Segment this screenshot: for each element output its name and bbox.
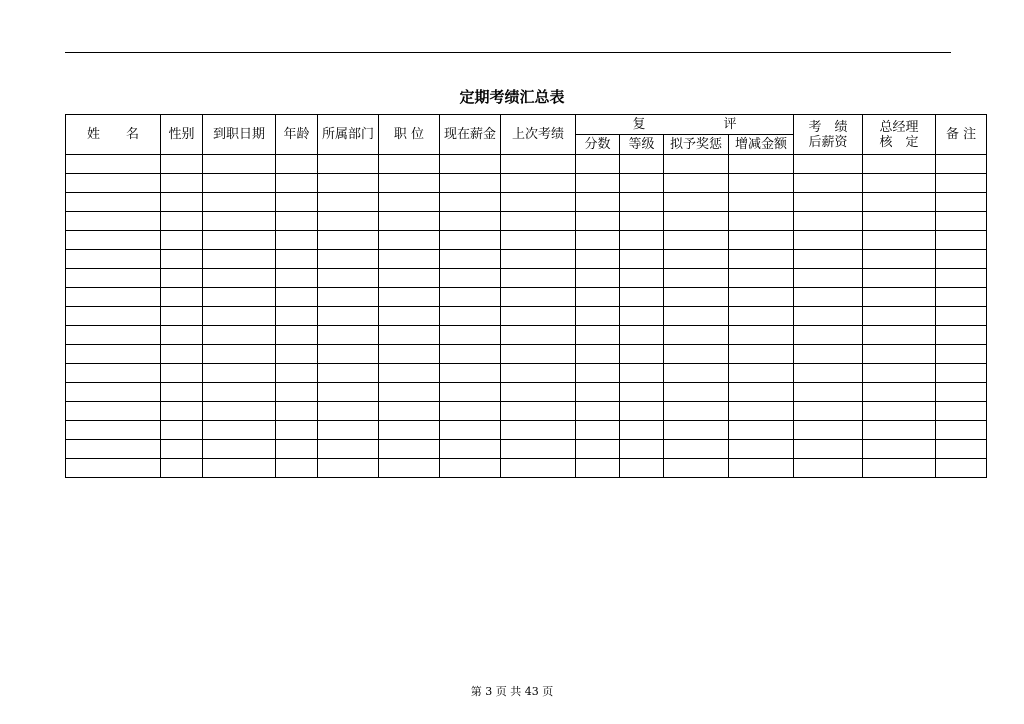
table-cell[interactable] [318,288,379,307]
table-cell[interactable] [276,421,318,440]
table-cell[interactable] [863,193,936,212]
table-cell[interactable] [379,231,440,250]
table-cell[interactable] [729,288,794,307]
table-cell[interactable] [203,421,276,440]
table-cell[interactable] [729,231,794,250]
table-cell[interactable] [276,345,318,364]
table-cell[interactable] [863,383,936,402]
table-cell[interactable] [379,288,440,307]
table-cell[interactable] [576,402,620,421]
table-cell[interactable] [440,459,501,478]
table-cell[interactable] [161,307,203,326]
table-cell[interactable] [729,212,794,231]
table-cell[interactable] [276,383,318,402]
table-cell[interactable] [440,174,501,193]
table-cell[interactable] [620,364,664,383]
table-cell[interactable] [576,459,620,478]
table-cell[interactable] [936,288,987,307]
table-cell[interactable] [863,155,936,174]
form-title: 定期考绩汇总表 [459,88,565,106]
table-cell[interactable] [318,440,379,459]
table-cell[interactable] [794,193,863,212]
table-cell[interactable] [620,440,664,459]
table-cell[interactable] [576,440,620,459]
table-cell[interactable] [276,364,318,383]
table-cell[interactable] [379,193,440,212]
table-row [66,459,987,478]
table-cell[interactable] [161,364,203,383]
table-cell[interactable] [161,212,203,231]
table-cell[interactable] [501,421,576,440]
table-cell[interactable] [501,269,576,288]
table-cell[interactable] [379,421,440,440]
header-review-group: 复 评 [576,115,794,135]
table-cell[interactable] [161,155,203,174]
table-cell[interactable] [379,250,440,269]
table-row [66,383,987,402]
table-cell[interactable] [318,155,379,174]
table-cell[interactable] [379,155,440,174]
table-cell[interactable] [440,364,501,383]
table-cell[interactable] [379,459,440,478]
table-cell[interactable] [318,345,379,364]
table-cell[interactable] [501,250,576,269]
table-cell[interactable] [936,155,987,174]
table-cell[interactable] [794,326,863,345]
table-row [66,269,987,288]
table-cell[interactable] [501,326,576,345]
table-cell[interactable] [664,383,729,402]
table-cell[interactable] [203,155,276,174]
table-cell[interactable] [576,193,620,212]
table-cell[interactable] [440,421,501,440]
table-cell[interactable] [276,288,318,307]
table-cell[interactable] [66,364,161,383]
table-cell[interactable] [863,402,936,421]
header-grade: 等级 [620,135,664,155]
header-hire-date: 到职日期 [203,115,276,155]
table-cell[interactable] [729,364,794,383]
table-cell[interactable] [936,326,987,345]
table-cell[interactable] [203,345,276,364]
table-cell[interactable] [794,288,863,307]
table-cell[interactable] [203,307,276,326]
table-cell[interactable] [66,421,161,440]
table-cell[interactable] [318,269,379,288]
table-cell[interactable] [620,212,664,231]
table-cell[interactable] [66,174,161,193]
table-cell[interactable] [276,269,318,288]
table-cell[interactable] [203,212,276,231]
table-cell[interactable] [276,440,318,459]
table-cell[interactable] [66,212,161,231]
header-post-review-salary-line1: 考 绩 [808,119,848,135]
table-cell[interactable] [664,288,729,307]
table-cell[interactable] [936,307,987,326]
table-cell[interactable] [161,383,203,402]
table-cell[interactable] [203,326,276,345]
table-cell[interactable] [203,174,276,193]
table-cell[interactable] [576,269,620,288]
table-cell[interactable] [440,288,501,307]
table-cell[interactable] [318,402,379,421]
table-cell[interactable] [936,421,987,440]
table-cell[interactable] [318,364,379,383]
table-cell[interactable] [440,326,501,345]
table-row [66,212,987,231]
table-cell[interactable] [620,326,664,345]
table-cell[interactable] [729,440,794,459]
table-cell[interactable] [936,174,987,193]
table-cell[interactable] [664,364,729,383]
table-cell[interactable] [620,421,664,440]
table-cell[interactable] [794,345,863,364]
table-cell[interactable] [576,345,620,364]
table-cell[interactable] [729,193,794,212]
table-cell[interactable] [161,345,203,364]
table-cell[interactable] [318,307,379,326]
table-cell[interactable] [379,440,440,459]
header-position: 职 位 [379,115,440,155]
table-cell[interactable] [440,231,501,250]
table-cell[interactable] [161,250,203,269]
table-cell[interactable] [620,307,664,326]
table-cell[interactable] [664,307,729,326]
table-cell[interactable] [161,421,203,440]
table-cell[interactable] [440,402,501,421]
table-cell[interactable] [620,459,664,478]
table-cell[interactable] [863,326,936,345]
header-remarks: 备 注 [936,115,987,155]
table-cell[interactable] [501,345,576,364]
table-cell[interactable] [501,307,576,326]
table-cell[interactable] [161,402,203,421]
table-cell[interactable] [66,440,161,459]
table-cell[interactable] [66,250,161,269]
table-cell[interactable] [66,459,161,478]
table-cell[interactable] [620,231,664,250]
table-cell[interactable] [276,307,318,326]
table-cell[interactable] [863,212,936,231]
table-cell[interactable] [318,250,379,269]
header-department: 所属部门 [318,115,379,155]
table-cell[interactable] [276,402,318,421]
table-row [66,307,987,326]
table-cell[interactable] [379,364,440,383]
table-cell[interactable] [664,212,729,231]
table-cell[interactable] [729,326,794,345]
table-cell[interactable] [66,288,161,307]
table-cell[interactable] [664,421,729,440]
table-cell[interactable] [863,440,936,459]
table-cell[interactable] [620,155,664,174]
table-cell[interactable] [664,231,729,250]
table-cell[interactable] [276,250,318,269]
table-cell[interactable] [203,250,276,269]
header-age: 年龄 [276,115,318,155]
table-cell[interactable] [501,364,576,383]
table-cell[interactable] [863,459,936,478]
table-cell[interactable] [620,174,664,193]
table-cell[interactable] [161,459,203,478]
table-cell[interactable] [161,326,203,345]
table-cell[interactable] [576,326,620,345]
table-cell[interactable] [318,383,379,402]
header-salary-change: 增减金额 [729,135,794,155]
table-cell[interactable] [501,402,576,421]
table-cell[interactable] [794,459,863,478]
table-cell[interactable] [318,421,379,440]
table-cell[interactable] [794,155,863,174]
header-last-review: 上次考绩 [501,115,576,155]
table-row [66,250,987,269]
table-cell[interactable] [379,269,440,288]
table-row [66,174,987,193]
table-row [66,402,987,421]
table-cell[interactable] [203,364,276,383]
table-cell[interactable] [936,383,987,402]
table-cell[interactable] [936,440,987,459]
table-cell[interactable] [66,326,161,345]
table-cell[interactable] [664,402,729,421]
table-row [66,326,987,345]
table-cell[interactable] [794,174,863,193]
header-gender: 性别 [161,115,203,155]
header-gm-approval-line1: 总经理 [879,119,919,135]
table-cell[interactable] [729,250,794,269]
table-cell[interactable] [203,288,276,307]
table-cell[interactable] [276,326,318,345]
table-cell[interactable] [729,307,794,326]
header-score: 分数 [576,135,620,155]
table-cell[interactable] [620,269,664,288]
table-cell[interactable] [379,174,440,193]
table-cell[interactable] [440,155,501,174]
table-cell[interactable] [664,155,729,174]
table-cell[interactable] [276,174,318,193]
table-cell[interactable] [276,155,318,174]
table-cell[interactable] [203,269,276,288]
table-cell[interactable] [729,269,794,288]
table-cell[interactable] [620,383,664,402]
table-cell[interactable] [729,421,794,440]
table-cell[interactable] [203,459,276,478]
table-cell[interactable] [576,174,620,193]
table-cell[interactable] [729,174,794,193]
table-cell[interactable] [936,364,987,383]
table-cell[interactable] [576,307,620,326]
table-cell[interactable] [501,459,576,478]
table-cell[interactable] [66,402,161,421]
table-cell[interactable] [276,193,318,212]
table-cell[interactable] [863,345,936,364]
table-cell[interactable] [863,269,936,288]
table-cell[interactable] [576,250,620,269]
table-cell[interactable] [863,364,936,383]
table-cell[interactable] [576,212,620,231]
table-cell[interactable] [863,421,936,440]
table-cell[interactable] [318,193,379,212]
performance-summary-table [65,114,987,478]
table-row [66,231,987,250]
table-cell[interactable] [729,345,794,364]
table-cell[interactable] [936,231,987,250]
table-cell[interactable] [576,231,620,250]
table-cell[interactable] [794,250,863,269]
table-row [66,155,987,174]
header-gm-approval-line2: 核 定 [879,134,919,150]
table-cell[interactable] [729,155,794,174]
table-cell[interactable] [936,212,987,231]
table-cell[interactable] [794,364,863,383]
table-cell[interactable] [66,155,161,174]
table-cell[interactable] [379,345,440,364]
table-cell[interactable] [203,231,276,250]
table-cell[interactable] [794,421,863,440]
table-cell[interactable] [729,402,794,421]
table-cell[interactable] [318,326,379,345]
table-cell[interactable] [664,269,729,288]
header-current-salary: 现在薪金 [440,115,501,155]
table-cell[interactable] [501,288,576,307]
table-cell[interactable] [66,269,161,288]
table-cell[interactable] [161,288,203,307]
table-cell[interactable] [729,459,794,478]
table-cell[interactable] [161,231,203,250]
table-cell[interactable] [203,402,276,421]
table-cell[interactable] [318,459,379,478]
table-cell[interactable] [203,383,276,402]
table-cell[interactable] [440,193,501,212]
header-row-1 [66,115,987,135]
table-cell[interactable] [664,459,729,478]
table-cell[interactable] [66,193,161,212]
table-cell[interactable] [501,155,576,174]
header-name: 姓 名 [66,115,161,155]
header-post-review-salary-line2: 后薪资 [808,134,848,150]
table-cell[interactable] [664,345,729,364]
table-cell[interactable] [664,174,729,193]
table-cell[interactable] [863,307,936,326]
table-cell[interactable] [936,402,987,421]
header-reward-penalty: 拟予奖惩 [664,135,729,155]
table-cell[interactable] [620,193,664,212]
table-cell[interactable] [794,231,863,250]
table-cell[interactable] [620,345,664,364]
table-cell[interactable] [576,288,620,307]
page-footer: 第 3 页 共 43 页 [470,685,554,698]
table-cell[interactable] [161,174,203,193]
table-row [66,193,987,212]
table-cell[interactable] [379,212,440,231]
top-rule [65,52,951,53]
table-cell[interactable] [729,383,794,402]
table-cell[interactable] [794,383,863,402]
table-cell[interactable] [66,307,161,326]
table-cell[interactable] [620,402,664,421]
table-cell[interactable] [161,193,203,212]
table-cell[interactable] [863,231,936,250]
table-cell[interactable] [936,459,987,478]
table-cell[interactable] [863,288,936,307]
table-cell[interactable] [936,345,987,364]
table-cell[interactable] [440,440,501,459]
table-cell[interactable] [576,421,620,440]
table-cell[interactable] [936,193,987,212]
table-cell[interactable] [664,440,729,459]
table-cell[interactable] [936,250,987,269]
table-cell[interactable] [620,250,664,269]
table-cell[interactable] [318,231,379,250]
table-cell[interactable] [318,212,379,231]
table-cell[interactable] [576,364,620,383]
table-row [66,440,987,459]
table-row [66,364,987,383]
table-row [66,345,987,364]
table-cell[interactable] [440,345,501,364]
table-cell[interactable] [501,231,576,250]
table-cell[interactable] [66,383,161,402]
table-cell[interactable] [379,326,440,345]
table-cell[interactable] [379,307,440,326]
table-cell[interactable] [576,155,620,174]
table-cell[interactable] [576,383,620,402]
table-cell[interactable] [379,402,440,421]
header-gm-approval [863,115,936,155]
table-cell[interactable] [440,383,501,402]
table-cell[interactable] [501,440,576,459]
table-cell[interactable] [66,231,161,250]
table-cell[interactable] [794,440,863,459]
table-cell[interactable] [664,250,729,269]
table-cell[interactable] [379,383,440,402]
table-cell[interactable] [440,250,501,269]
table-cell[interactable] [794,269,863,288]
table-cell[interactable] [161,440,203,459]
table-row [66,288,987,307]
table-cell[interactable] [794,212,863,231]
table-row [66,421,987,440]
table-cell[interactable] [66,345,161,364]
table-cell[interactable] [318,174,379,193]
table-cell[interactable] [276,212,318,231]
table-cell[interactable] [203,440,276,459]
table-cell[interactable] [276,459,318,478]
table-cell[interactable] [440,212,501,231]
table-cell[interactable] [664,326,729,345]
header-post-review-salary [794,115,863,155]
table-cell[interactable] [664,193,729,212]
table-cell[interactable] [501,193,576,212]
table-cell[interactable] [501,174,576,193]
table-cell[interactable] [936,269,987,288]
table-cell[interactable] [863,174,936,193]
table-cell[interactable] [440,307,501,326]
table-cell[interactable] [203,193,276,212]
table-cell[interactable] [501,383,576,402]
table-cell[interactable] [501,212,576,231]
table-cell[interactable] [276,231,318,250]
table-cell[interactable] [794,402,863,421]
table-cell[interactable] [794,307,863,326]
table-cell[interactable] [863,250,936,269]
table-cell[interactable] [161,269,203,288]
table-cell[interactable] [440,269,501,288]
table-cell[interactable] [620,288,664,307]
